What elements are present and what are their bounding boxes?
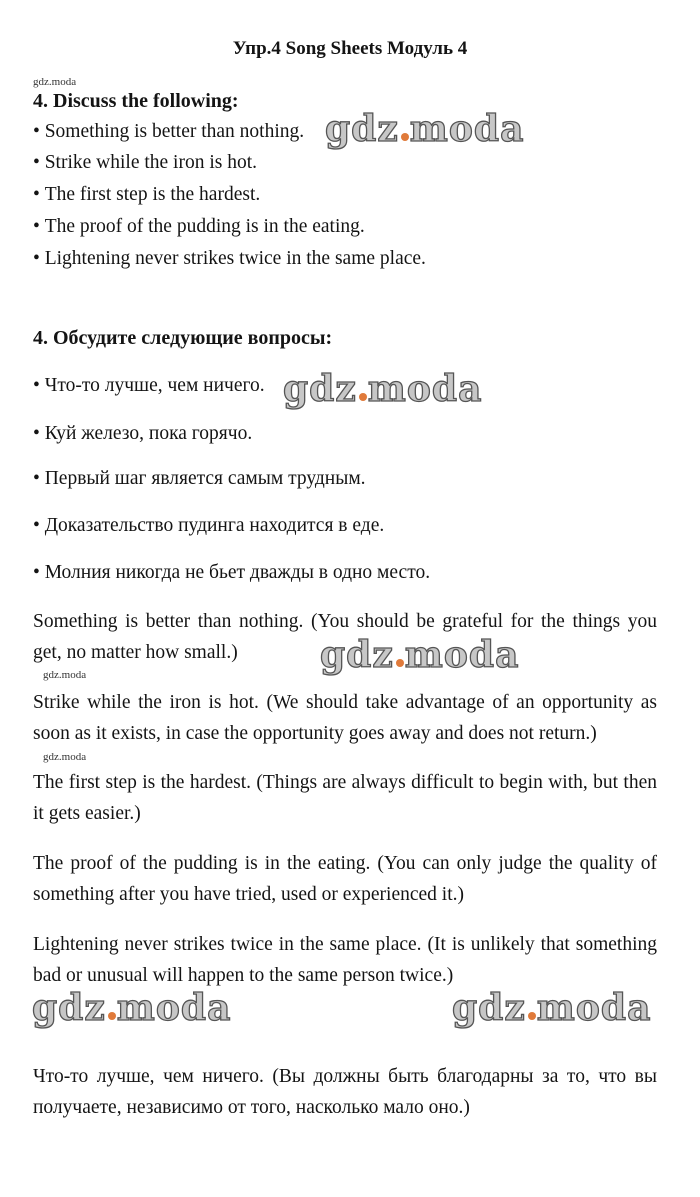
watermark-small: gdz.moda xyxy=(43,669,87,681)
russian-heading: 4. Обсудите следующие вопросы: xyxy=(33,327,333,349)
watermark-small: gdz.moda xyxy=(33,76,77,88)
english-item: • Strike while the iron is hot. xyxy=(33,152,257,174)
watermark-logo: gdz moda xyxy=(320,634,520,676)
answer-paragraph: Strike while the iron is hot. (We should take advantage of an opportunity as soon as it exists, in case the opportunity goes away and does not return.) xyxy=(33,692,657,744)
answer-paragraph: The proof of the pudding is in the eating. (You can only judge the quality of something after you have tried, used or experienced it.) xyxy=(33,853,657,905)
english-item: • Something is better than nothing. xyxy=(33,121,304,143)
answer-paragraph: Lightening never strikes twice in the same place. (It is unlikely that something bad or unusual will happen to the same person twice.) xyxy=(33,934,657,986)
english-item: • Lightening never strikes twice in the same place. xyxy=(33,248,426,270)
answer-paragraph: Something is better than nothing. (You should be grateful for the things you get, no matter how small.) xyxy=(33,611,657,663)
english-item: • The first step is the hardest. xyxy=(33,184,260,206)
watermark-small: gdz.moda xyxy=(43,751,87,763)
english-heading: 4. Discuss the following: xyxy=(33,90,239,112)
english-item: • The proof of the pudding is in the eating. xyxy=(33,216,365,238)
russian-item: • Что-то лучше, чем ничего. xyxy=(33,375,265,397)
russian-item: • Куй железо, пока горячо. xyxy=(33,423,252,445)
page-title: Упр.4 Song Sheets Модуль 4 xyxy=(232,38,468,59)
answer-paragraph: The first step is the hardest. (Things are always difficult to begin with, but then it gets easier.) xyxy=(33,772,657,824)
watermark-logo: gdz moda xyxy=(325,108,525,150)
russian-item: • Молния никогда не бьет дважды в одно место. xyxy=(33,562,430,584)
watermark-logo: gdz moda xyxy=(32,987,232,1029)
watermark-logo: gdz moda xyxy=(283,368,483,410)
watermark-logo: gdz moda xyxy=(452,987,652,1029)
russian-item: • Доказательство пудинга находится в еде. xyxy=(33,515,384,537)
answer-paragraph: Что-то лучше, чем ничего. (Вы должны быть благодарны за то, что вы получаете, независимо от того, насколько мало оно.) xyxy=(33,1066,657,1118)
russian-item: • Первый шаг является самым трудным. xyxy=(33,468,366,490)
